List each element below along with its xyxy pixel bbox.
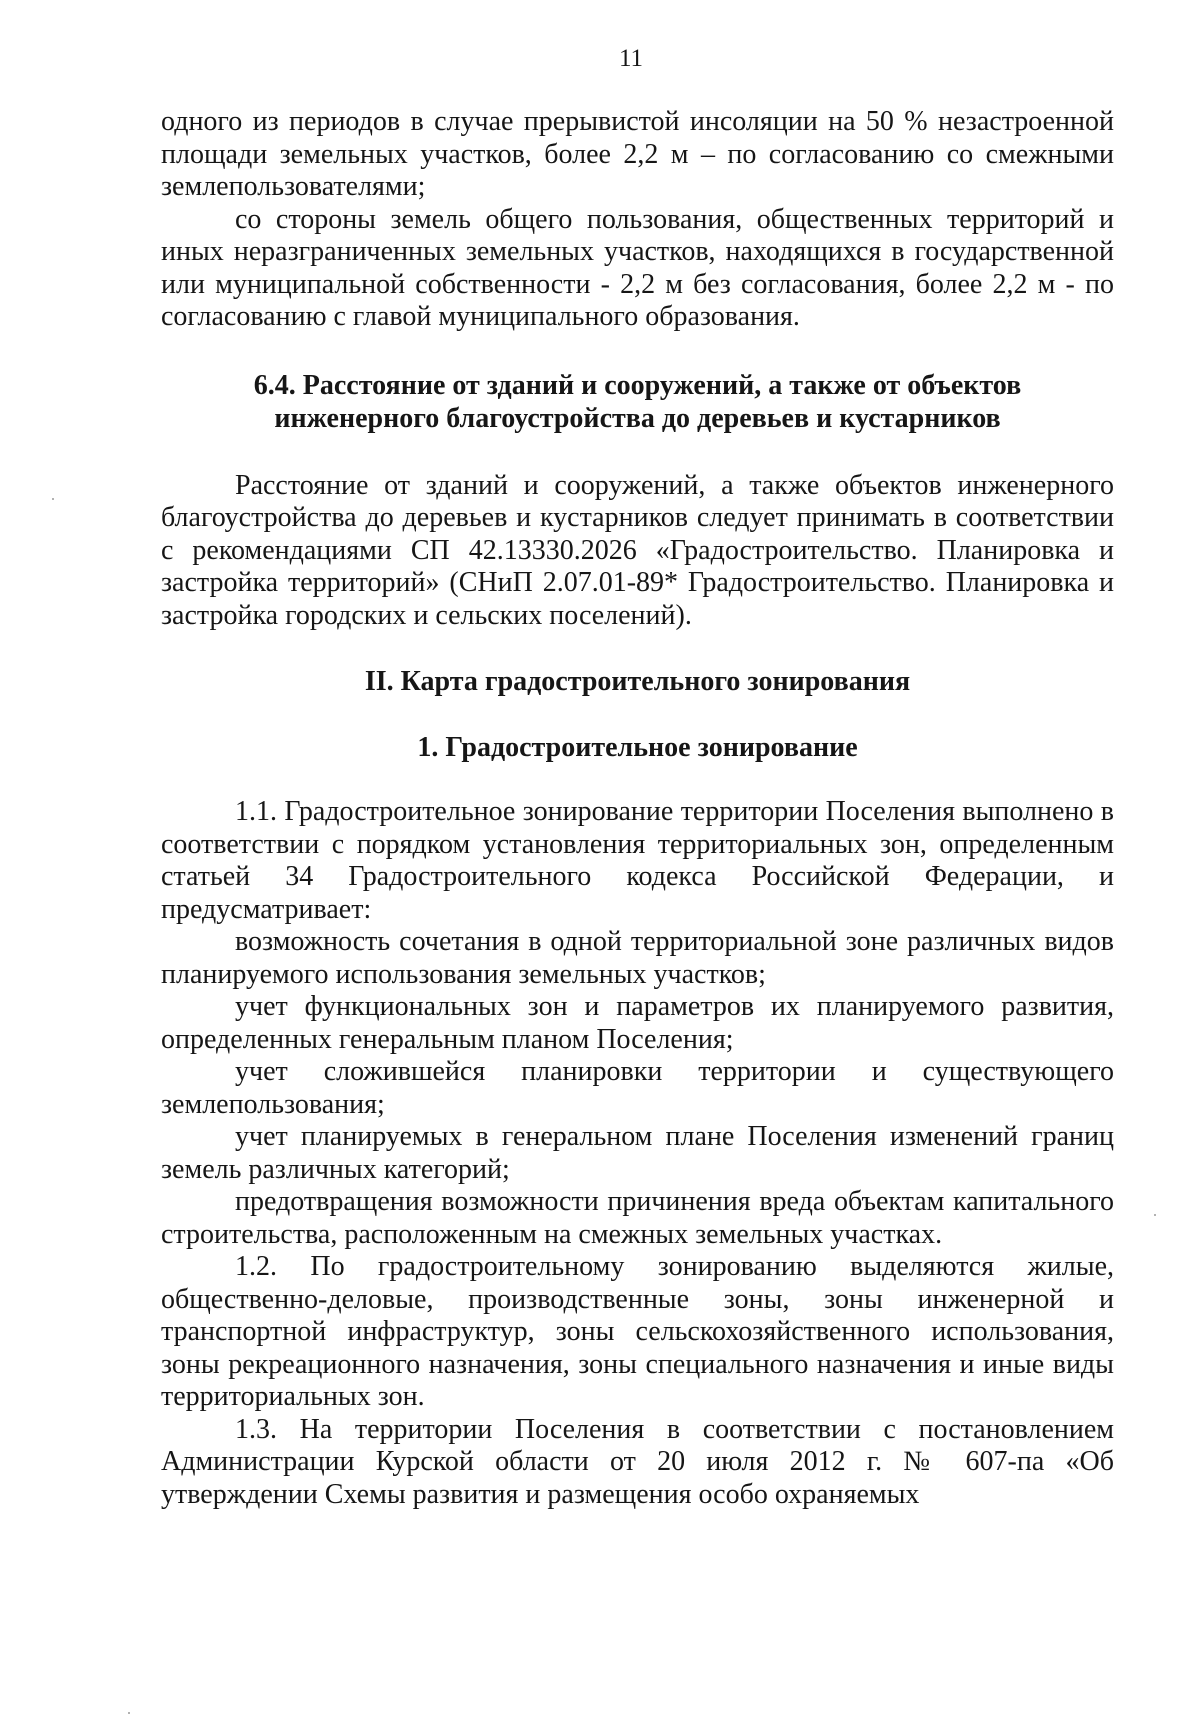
paragraph-1-2: 1.2. По градостроительному зонированию выделяются жилые, общественно-деловые, производственные зоны, зоны инженерной и транспортной инфраструктур, зоны сельскохозяйственного использования, зоны рекреационного назначения, зоны специального назначения и иные виды территориальных зон. xyxy=(161,1251,1114,1412)
paragraph-public-land-setback: со стороны земель общего пользования, общественных территорий и иных неразграниченных земельных участков, находящихся в государственной или муниципальной собственности - 2,2 м без согласования, более 2,2 м - по согласованию с главой муниципального образования. xyxy=(161,203,1114,332)
paragraph-functional-zones: учет функциональных зон и параметров их планируемого развития, определенных генеральным планом Поселения; xyxy=(161,991,1114,1055)
paragraph-1-1: 1.1. Градостроительное зонирование территории Поселения выполнено в соответствии с порядком установления территориальных зон, определенным статьей 34 Градостроительного кодекса Российской Федерации, и предусматривает: xyxy=(161,796,1114,925)
section-6-4-heading-line-2: инженерного благоустройства до деревьев и кустарников xyxy=(274,402,1001,434)
paragraph-insolation-continuation: одного из периодов в случае прерывистой инсоляции на 50 % незастроенной площади земельных участков, более 2,2 м – по согласованию со смежными землепользователями; xyxy=(161,106,1114,202)
page-number: 11 xyxy=(618,45,644,72)
paragraph-category-boundaries: учет планируемых в генеральном плане Поселения изменений границ земель различных категорий; xyxy=(161,1121,1114,1185)
paragraph-harm-prevention: предотвращения возможности причинения вреда объектам капитального строительства, расположенным на смежных земельных участках. xyxy=(161,1186,1114,1250)
paragraph-tree-distance: Расстояние от зданий и сооружений, а также объектов инженерного благоустройства до деревьев и кустарников следует принимать в соответствии с рекомендациями СП 42.13330.2026 «Градостроительство. Планировка и застройка территорий» (СНиП 2.07.01-89* Градостроительство. Планировка и застройка городских и сельских поселений). xyxy=(161,469,1114,631)
paragraph-existing-layout: учет сложившейся планировки территории и существующего землепользования; xyxy=(161,1056,1114,1120)
page-body xyxy=(161,106,1114,1511)
scan-speck xyxy=(128,1712,130,1714)
paragraph-combination-possibility: возможность сочетания в одной территориальной зоне различных видов планируемого использования земельных участков; xyxy=(161,926,1114,990)
paragraph-1-3: 1.3. На территории Поселения в соответствии с постановлением Администрации Курской области от 20 июля 2012 г. № 607-па «Об утверждении Схемы развития и размещения особо охраняемых xyxy=(161,1413,1114,1510)
part-2-subtitle: 1. Градостроительное зонирование xyxy=(417,732,858,763)
scan-speck xyxy=(52,498,54,500)
part-2-title: II. Карта градостроительного зонирования xyxy=(364,666,911,697)
scan-speck xyxy=(1154,1214,1156,1216)
section-6-4-heading-line-1: 6.4. Расстояние от зданий и сооружений, а также от объектов xyxy=(253,369,1022,401)
